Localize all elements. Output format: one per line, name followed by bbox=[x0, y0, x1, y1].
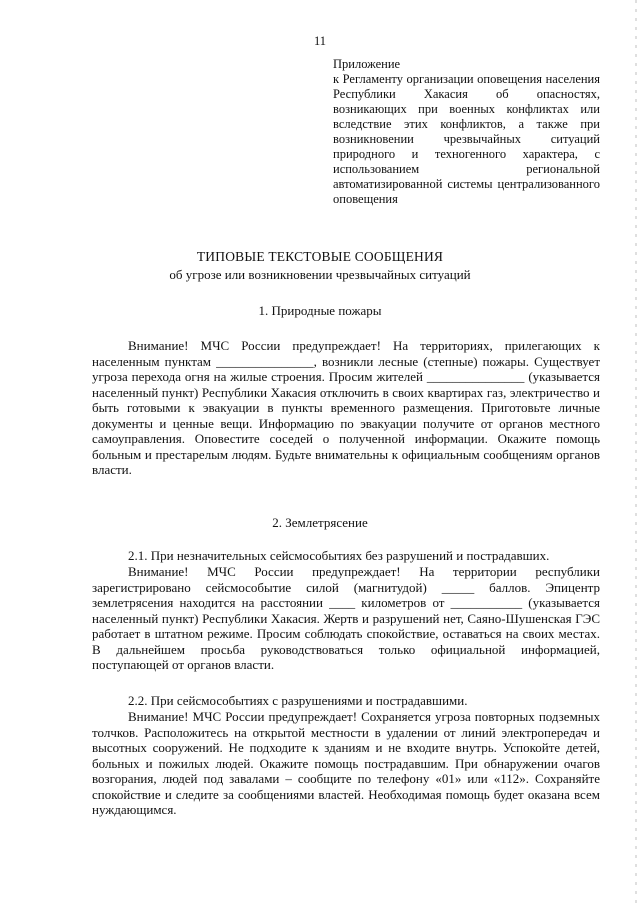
subsection-heading-major-seismic: 2.2. При сейсмособытиях с разрушениями и пострадавшими. bbox=[128, 693, 468, 708]
document-subtitle: об угрозе или возникновении чрезвычайных ситуаций bbox=[169, 267, 471, 282]
appendix-body: к Регламенту организации оповещения населения Республики Хакасия об опасностях, возникающих при военных конфликтах или вследствие этих конфликтов, а также при возникновении чрезвычайных ситуаций природного и техногенного характера, с использованием региональной автоматизированной системы централизованного оповещения bbox=[333, 72, 600, 206]
scan-edge-marks bbox=[635, 0, 637, 905]
page-number: 11 bbox=[313, 34, 327, 48]
section-heading-earthquake: 2. Землетрясение bbox=[272, 515, 368, 530]
appendix-block bbox=[333, 57, 600, 207]
major-seismic-message: Внимание! МЧС России предупреждает! Сохраняется угроза повторных подземных толчков. Расположитесь на открытой местности в удалении от линий электропередач и высотных сооружений. Не подходите к зданиям и не входите внутрь. Успокойте детей, больных и пожилых людей. Окажите помощь пострадавшим. При обнаружении очагов возгорания, людей под завалами – сообщите по телефону «01» или «112». Сохраняйте спокойствие и следите за сообщениями властей. Необходимая помощь будет оказана всем нуждающимся. bbox=[92, 709, 600, 817]
wildfires-message: Внимание! МЧС России предупреждает! На территориях, прилегающих к населенным пунктам _______________, возникли лесные (степные) пожары. Существует угроза перехода огня на жилые строения. Просим жителей _______________ (указывается населенный пункт) Республики Хакасия отключить в своих квартирах газ, электричество и быть готовыми к эвакуации в пункты временного размещения. Приготовьте личные документы и ценные вещи. Информацию по эвакуации получите от органов местного самоуправления. Оповестите соседей о полученной информации. Окажите помощь больным и престарелым людям. Будьте внимательны к официальным сообщениям органов власти. bbox=[92, 338, 600, 477]
document-title: ТИПОВЫЕ ТЕКСТОВЫЕ СООБЩЕНИЯ bbox=[196, 249, 444, 264]
minor-seismic-message: Внимание! МЧС России предупреждает! На территории республики зарегистрировано сейсмособытие силой (магнитудой) _____ баллов. Эпицентр землетрясения находится на расстоянии ____ километров от ___________ (указывается населенный пункт) Республики Хакасия. Жертв и разрушений нет, Саяно-Шушенская ГЭС работает в штатном режиме. Просим соблюдать спокойствие, оставаться на своих местах. В дальнейшем просьба руководствоваться только официальной информацией, поступающей от органов власти. bbox=[92, 564, 600, 672]
appendix-title: Приложение bbox=[333, 57, 401, 71]
section-heading-wildfires: 1. Природные пожары bbox=[258, 303, 382, 318]
subsection-heading-minor-seismic: 2.1. При незначительных сейсмособытиях без разрушений и пострадавших. bbox=[128, 548, 550, 563]
